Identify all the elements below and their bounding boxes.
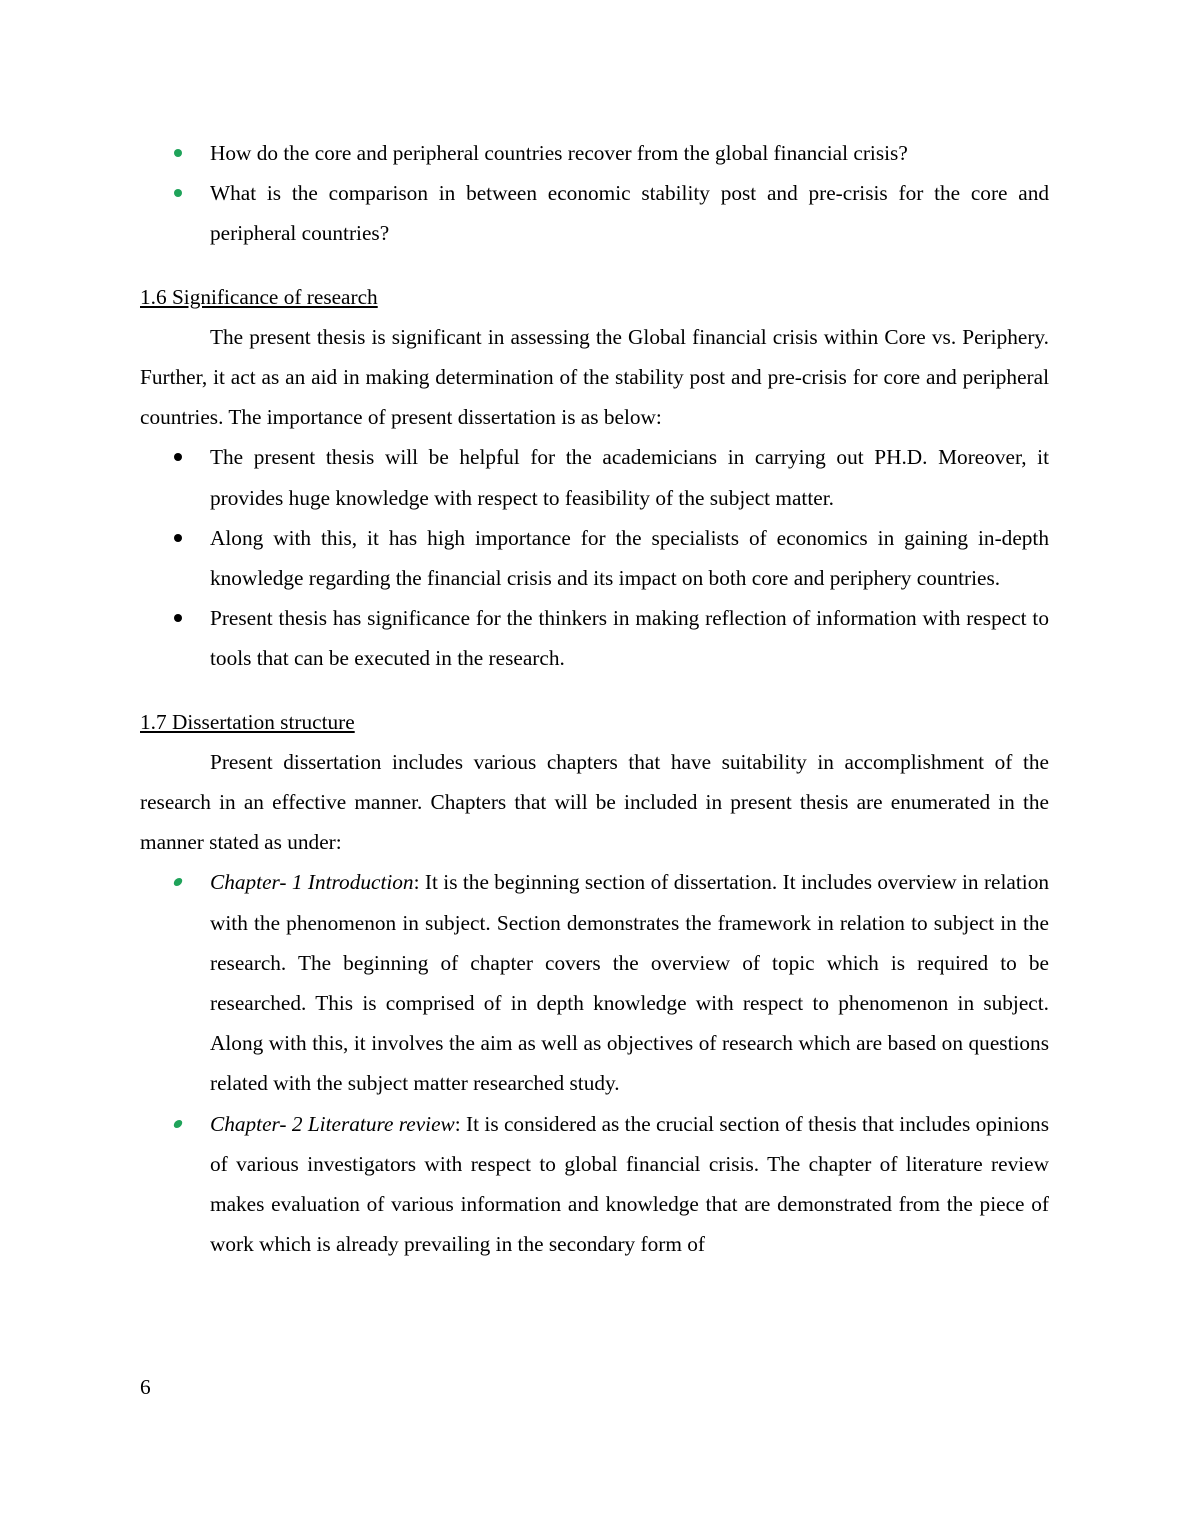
chapter-description: : It is considered as the crucial section of thesis that includes opinions of various investigators with respect to global financial crisis. The chapter of literature review makes evaluation of various information and knowledge that are demonstrated from the piece of work which is already prevailing in the secondary form of <box>210 1111 1049 1257</box>
bullet-icon <box>173 1120 184 1128</box>
bullet-icon <box>174 189 182 197</box>
research-questions-list <box>140 133 1049 254</box>
section-heading-structure: 1.7 Dissertation structure <box>140 709 355 734</box>
list-item <box>140 598 1049 678</box>
bullet-icon <box>174 453 182 461</box>
list-item <box>140 133 1049 173</box>
significance-paragraph: The present thesis is significant in assessing the Global financial crisis within Core vs. Periphery. Further, it act as an aid in making determination of the stability post and pre-crisis for core and peripheral countries. The importance of present dissertation is as below: <box>140 324 1049 430</box>
chapters-list <box>140 862 1049 1264</box>
list-item-text: Along with this, it has high importance for the specialists of economics in gaining in-depth knowledge regarding the financial crisis and its impact on both core and periphery countries. <box>210 525 1049 591</box>
list-item <box>140 1104 1049 1265</box>
list-item-text: The present thesis will be helpful for the academicians in carrying out PH.D. Moreover, it provides huge knowledge with respect to feasibility of the subject matter. <box>210 445 1049 510</box>
list-item <box>140 862 1049 1103</box>
list-item <box>140 173 1049 253</box>
list-item-text: Present thesis has significance for the thinkers in making reflection of information with respect to tools that can be executed in the research. <box>210 606 1049 671</box>
research-question: What is the comparison in between economic stability post and pre-crisis for the core and peripheral countries? <box>210 181 1049 246</box>
chapter-description: : It is the beginning section of dissertation. It includes overview in relation with the phenomenon in subject. Section demonstrates the framework in relation to subject in the research. The beginning of chapter covers the overview of topic which is required to be researched. This is comprised of in depth knowledge with respect to phenomenon in subject. Along with this, it involves the aim as well as objectives of research which are based on questions related with the subject matter researched study. <box>210 870 1049 1096</box>
structure-paragraph: Present dissertation includes various chapters that have suitability in accomplishment of the research in an effective manner. Chapters that will be included in present thesis are enumerated in the manner stated as under: <box>140 749 1049 855</box>
significance-list <box>140 437 1049 678</box>
research-question: How do the core and peripheral countries recover from the global financial crisis? <box>210 141 908 165</box>
page-number: 6 <box>140 1375 151 1399</box>
document-page <box>140 133 1049 1264</box>
chapter-title: Chapter- 1 Introduction <box>210 870 414 895</box>
list-item <box>140 518 1049 598</box>
bullet-icon <box>174 534 182 542</box>
bullet-icon <box>173 878 184 886</box>
section-heading-significance: 1.6 Significance of research <box>140 284 378 309</box>
bullet-icon <box>174 614 182 622</box>
chapter-title: Chapter- 2 Literature review <box>210 1111 455 1136</box>
bullet-icon <box>174 149 182 157</box>
list-item <box>140 437 1049 517</box>
